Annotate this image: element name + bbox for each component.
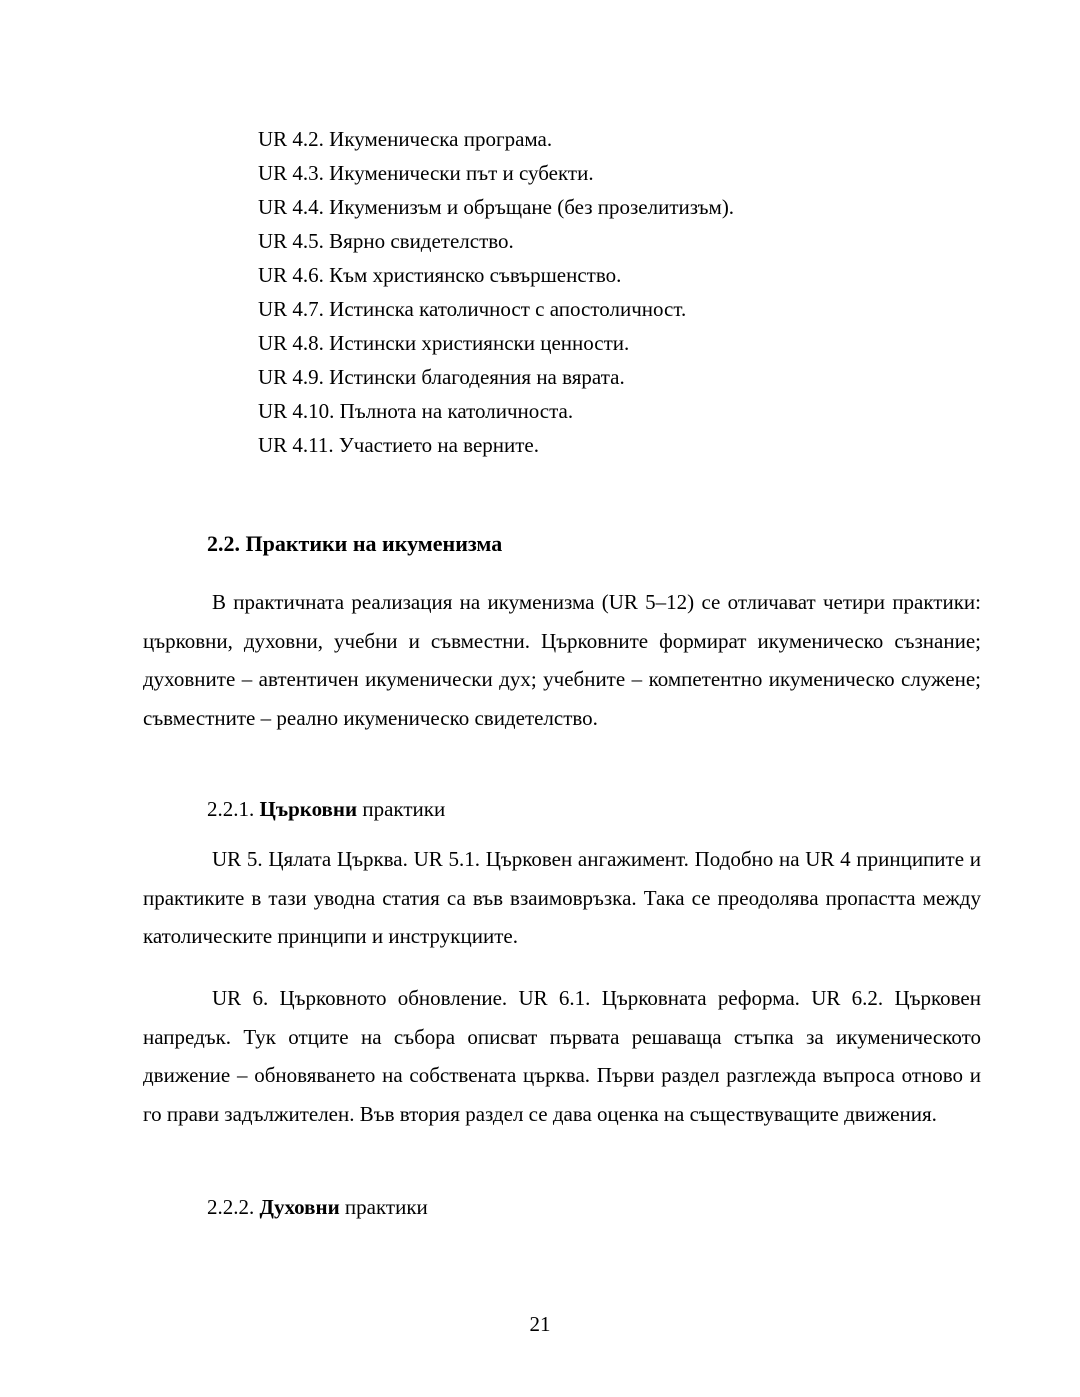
heading-number: 2.2.1. [207, 797, 260, 821]
ur-list-item: UR 4.8. Истински християнски ценности. [258, 331, 630, 355]
ur-points-list [258, 122, 734, 462]
page-number: 21 [529, 1312, 551, 1336]
paragraph-ur5: UR 5. Цялата Църква. UR 5.1. Църковен ангажимент. Подобно на UR 4 принципите и практиките в тази уводна статия са във взаимовръзка. Така се преодолява пропастта между католическите принципи и инструкциите. [143, 847, 981, 948]
paragraph-ur6: UR 6. Църковното обновление. UR 6.1. Църковната реформа. UR 6.2. Църковен напредък. Тук отците на събора описват първата решаваща стъпка за икуменическото движение – обновяването на собствената църква. Първи раздел разглежда въпроса отново и го прави задължителен. Във втория раздел се дава оценка на съществуващите движения. [143, 986, 981, 1126]
heading-bold-term: Църковни [259, 797, 358, 821]
heading-number: 2.2.2. [207, 1195, 260, 1219]
heading-suffix: практики [339, 1195, 428, 1219]
ur-list-item: UR 4.11. Участието на верните. [258, 433, 539, 457]
ur-list-item: UR 4.6. Към християнско съвършенство. [258, 263, 622, 287]
ur-list-item: UR 4.10. Пълнота на католичноста. [258, 399, 574, 423]
ur-list-item: UR 4.7. Истинска католичност с апостоличност. [258, 297, 687, 321]
section-heading-2-2-1 [207, 792, 445, 826]
section-heading-2-2-2 [207, 1190, 428, 1224]
heading-suffix: практики [357, 797, 446, 821]
ur-list-item: UR 4.2. Икуменическа програма. [258, 127, 553, 151]
ur-list-item: UR 4.9. Истински благодеяния на вярата. [258, 365, 625, 389]
section-heading-2-2: 2.2. Практики на икуменизма [207, 531, 503, 556]
ur-list-item: UR 4.3. Икуменически път и субекти. [258, 161, 594, 185]
ur-list-item: UR 4.4. Икуменизъм и обръщане (без прозелитизъм). [258, 195, 735, 219]
paragraph-intro-practices: В практичната реализация на икуменизма (UR 5–12) се отличават четири практики: църковни, духовни, учебни и съвместни. Църковните формират икуменическо съзнание; духовните – автентичен икуменически дух; учебните – компетентно икуменическо служене; съвместните – реално икуменическо свидетелство. [143, 590, 981, 730]
heading-bold-term: Духовни [259, 1195, 340, 1219]
ur-list-item: UR 4.5. Вярно свидетелство. [258, 229, 514, 253]
